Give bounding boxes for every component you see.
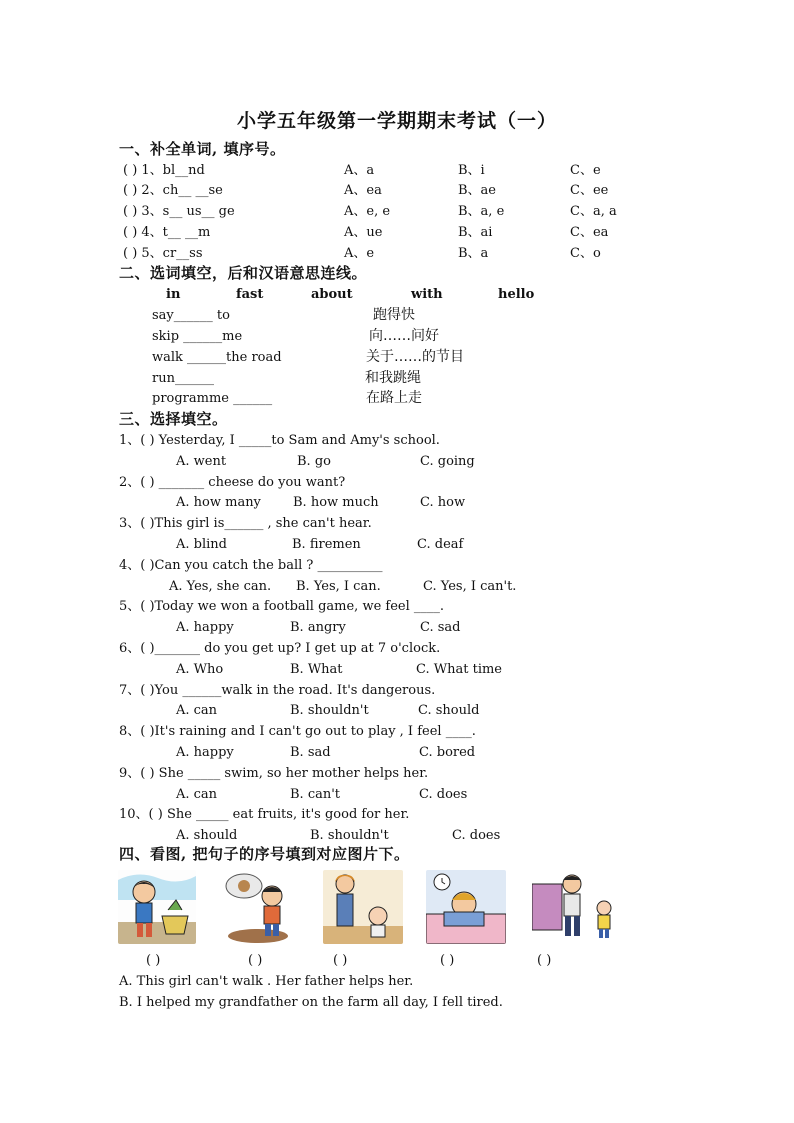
- phrase-item: skip ______me: [152, 329, 243, 344]
- choice-option: C. does: [419, 787, 468, 802]
- picture-4-illustration: [426, 870, 506, 944]
- picture-boy-in-bed: [426, 870, 506, 944]
- choice-question: 8、( )It's raining and I can't go out to play , I feel ____.: [119, 724, 476, 739]
- fill-word-option: C、o: [570, 246, 601, 261]
- fill-word-option: B、a: [458, 246, 489, 261]
- picture-4-answer-blank[interactable]: ( ): [440, 953, 455, 968]
- fill-word-question: ( ) 2、ch__ __se: [123, 183, 223, 198]
- picture-3-illustration: [323, 870, 403, 944]
- section-2-heading: 二、选词填空，后和汉语意思连线。: [119, 264, 368, 282]
- choice-option: B. firemen: [292, 537, 361, 552]
- meaning-item: 关于……的节目: [366, 349, 464, 365]
- picture-boy-thinking: [222, 870, 300, 944]
- choice-option: A. Who: [176, 662, 224, 677]
- picture-1-answer-blank[interactable]: ( ): [146, 953, 161, 968]
- choice-option: C. deaf: [417, 537, 464, 552]
- choice-option: B. shouldn't: [290, 703, 369, 718]
- fill-word-option: A、ue: [344, 225, 383, 240]
- fill-word-option: B、ae: [458, 183, 496, 198]
- choice-option: A. can: [176, 787, 218, 802]
- fill-word-question: ( ) 1、bl__nd: [123, 163, 205, 178]
- phrase-item: walk ______the road: [152, 350, 282, 365]
- fill-word-option: C、e: [570, 163, 601, 178]
- fill-word-option: A、ea: [344, 183, 382, 198]
- picture-3-answer-blank[interactable]: ( ): [333, 953, 348, 968]
- choice-option: A. how many: [176, 495, 261, 510]
- choice-option: B. sad: [290, 745, 331, 760]
- word-with: with: [411, 287, 443, 302]
- fill-word-question: ( ) 3、s__ us__ ge: [123, 204, 235, 219]
- exam-title: 小学五年级第一学期期末考试（一）: [236, 110, 557, 132]
- choice-question: 1、( ) Yesterday, I _____to Sam and Amy's school.: [119, 433, 440, 448]
- choice-option: B. What: [290, 662, 343, 677]
- sentence-b: B. I helped my grandfather on the farm all day, I fell tired.: [119, 995, 503, 1010]
- picture-2-answer-blank[interactable]: ( ): [248, 953, 263, 968]
- phrase-item: programme ______: [152, 391, 273, 406]
- section-4-heading: 四、看图, 把句子的序号填到对应图片下。: [119, 845, 410, 863]
- fill-word-option: B、a, e: [458, 204, 505, 219]
- choice-question: 2、( ) _______ cheese do you want?: [119, 475, 346, 490]
- choice-question: 4、( )Can you catch the ball ? __________: [119, 558, 383, 573]
- fill-word-question: ( ) 4、t__ __m: [123, 225, 211, 240]
- choice-option: C. does: [452, 828, 501, 843]
- choice-option: A. went: [176, 454, 227, 469]
- picture-2-illustration: [222, 870, 300, 944]
- phrase-item: run______: [152, 371, 214, 386]
- choice-option: B. can't: [290, 787, 341, 802]
- meaning-item: 跑得快: [373, 307, 415, 323]
- picture-5-answer-blank[interactable]: ( ): [537, 953, 552, 968]
- word-in: in: [166, 287, 181, 302]
- picture-father-helps-girl: [532, 870, 620, 944]
- choice-question: 6、( )_______ do you get up? I get up at 7 o'clock.: [119, 641, 441, 656]
- choice-option: C. should: [418, 703, 480, 718]
- word-hello: hello: [498, 287, 535, 302]
- choice-option: C. how: [420, 495, 466, 510]
- word-fast: fast: [236, 287, 264, 302]
- fill-word-option: C、a, a: [570, 204, 617, 219]
- fill-word-option: B、ai: [458, 225, 493, 240]
- choice-option: A. Yes, she can.: [169, 579, 272, 594]
- choice-option: C. Yes, I can't.: [423, 579, 517, 594]
- choice-option: A. can: [176, 703, 218, 718]
- picture-5-illustration: [532, 870, 620, 944]
- picture-1-illustration: [118, 870, 196, 944]
- choice-option: B. how much: [293, 495, 379, 510]
- fill-word-option: C、ea: [570, 225, 609, 240]
- section-3-heading: 三、选择填空。: [119, 410, 228, 428]
- sentence-a: A. This girl can't walk . Her father helps her.: [119, 974, 414, 989]
- meaning-item: 在路上走: [366, 390, 422, 406]
- choice-option: A. blind: [176, 537, 227, 552]
- choice-option: A. should: [176, 828, 238, 843]
- choice-option: B. shouldn't: [310, 828, 389, 843]
- choice-question: 10、( ) She _____ eat fruits, it's good for her.: [119, 807, 410, 822]
- meaning-item: 向……问好: [369, 328, 439, 344]
- fill-word-option: B、i: [458, 163, 485, 178]
- choice-option: C. bored: [419, 745, 476, 760]
- choice-option: A. happy: [176, 745, 234, 760]
- choice-option: C. going: [420, 454, 475, 469]
- choice-question: 9、( ) She _____ swim, so her mother helps her.: [119, 766, 429, 781]
- choice-option: C. sad: [420, 620, 461, 635]
- picture-mother-baby: [323, 870, 403, 944]
- choice-option: B. go: [297, 454, 331, 469]
- choice-option: C. What time: [416, 662, 502, 677]
- section-1-heading: 一、补全单词, 填序号。: [119, 140, 286, 158]
- choice-option: B. Yes, I can.: [296, 579, 381, 594]
- choice-question: 7、( )You ______walk in the road. It's dangerous.: [119, 683, 436, 698]
- fill-word-option: C、ee: [570, 183, 609, 198]
- word-about: about: [311, 287, 353, 302]
- fill-word-option: A、e: [344, 246, 375, 261]
- fill-word-option: A、e, e: [344, 204, 391, 219]
- choice-option: B. angry: [290, 620, 346, 635]
- fill-word-question: ( ) 5、cr__ss: [123, 246, 203, 261]
- fill-word-option: A、a: [344, 163, 375, 178]
- choice-option: A. happy: [176, 620, 234, 635]
- phrase-item: say______ to: [152, 308, 230, 323]
- picture-boy-tired: [118, 870, 196, 944]
- choice-question: 5、( )Today we won a football game, we feel ____.: [119, 599, 445, 614]
- choice-question: 3、( )This girl is______ , she can't hear.: [119, 516, 372, 531]
- meaning-item: 和我跳绳: [365, 370, 421, 386]
